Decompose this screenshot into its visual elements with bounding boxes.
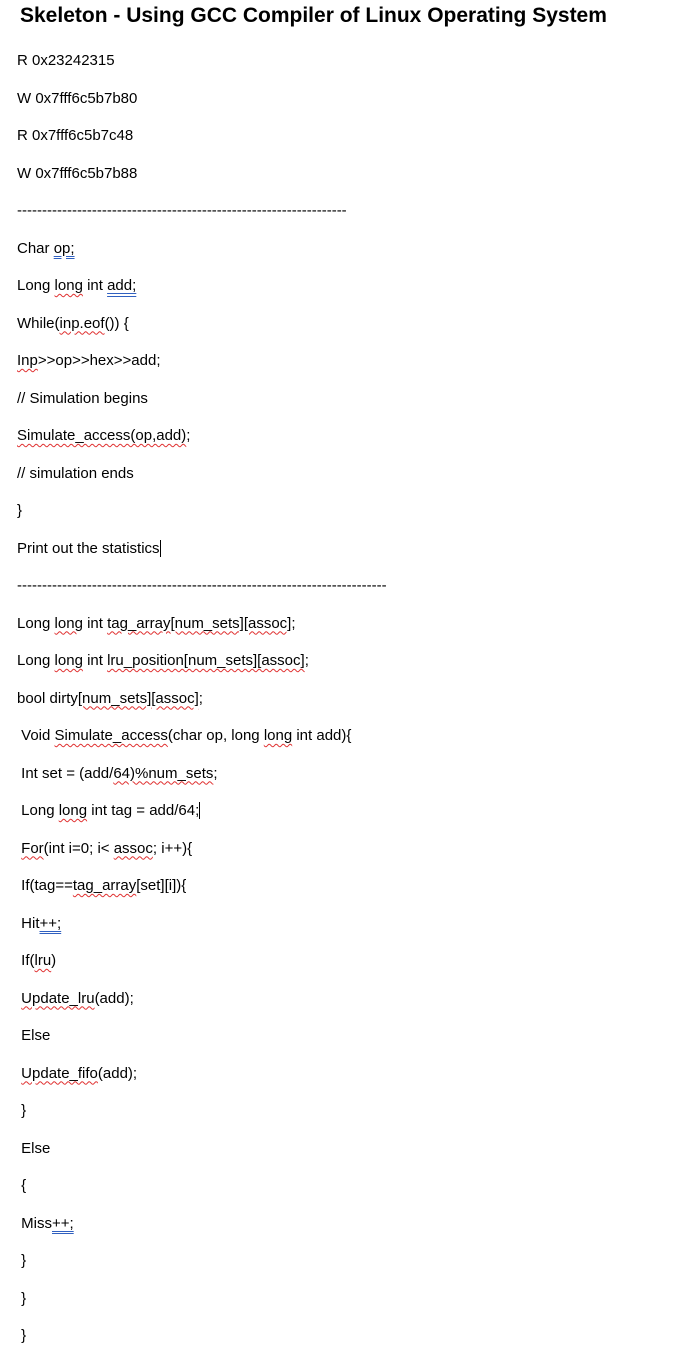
text-line <box>17 726 351 746</box>
text-run: Simulate_access(op,add) <box>17 427 187 444</box>
text-run: ++; <box>39 914 62 932</box>
text-run: ++; <box>52 1214 74 1232</box>
text-line <box>17 351 160 371</box>
text-run: (int i=0; i< <box>43 839 114 857</box>
text-run: tag_array <box>72 877 137 894</box>
text-run: ------------------------------------------------------------------ <box>17 202 347 219</box>
text-run: int add){ <box>292 727 352 744</box>
text-run: bool dirty <box>17 689 78 707</box>
text-run: [set][i]){ <box>136 877 187 894</box>
text-line <box>17 1251 26 1271</box>
text-line <box>17 389 148 409</box>
text-line <box>17 201 347 221</box>
text-run: } <box>17 1252 27 1269</box>
text-run: ) <box>51 952 57 969</box>
text-run: 64)%num_sets <box>113 764 214 782</box>
text-run: -------------------------------------------------------------------------- <box>17 577 387 594</box>
text-line <box>17 914 61 934</box>
text-run: long <box>263 727 293 744</box>
text-run: ; i++){ <box>152 839 193 857</box>
text-line <box>17 314 129 334</box>
text-run: Update_fifo <box>21 1064 98 1082</box>
text-run: R 0x7fff6c5b7c48 <box>17 127 134 144</box>
text-line <box>17 239 75 259</box>
text-run: (add); <box>97 1064 138 1082</box>
text-run: If(tag== <box>17 877 73 894</box>
text-line <box>17 1326 26 1346</box>
text-run: Char <box>17 239 54 257</box>
text-run: Void <box>17 727 55 744</box>
text-run: int tag = add/64; <box>87 802 200 819</box>
text-run: add; <box>107 277 137 294</box>
text-line <box>17 839 192 859</box>
text-line <box>17 1026 50 1046</box>
text-run: long <box>54 277 83 294</box>
text-run: Long <box>17 614 55 632</box>
text-line <box>17 651 309 671</box>
text-run: tag_array[num_sets][assoc] <box>107 614 292 632</box>
text-line <box>17 89 137 109</box>
text-line <box>17 1101 26 1121</box>
text-run: Hit <box>17 914 40 932</box>
text-run: ; <box>198 689 203 707</box>
text-run: // Simulation begins <box>17 389 148 407</box>
text-run: ()) { <box>104 314 129 332</box>
text-run: ; <box>291 614 296 632</box>
text-line <box>17 126 133 146</box>
text-line <box>17 51 115 71</box>
text-run: [num_sets][assoc] <box>77 689 199 707</box>
text-line <box>17 989 134 1009</box>
text-run: } <box>17 1327 27 1344</box>
text-run: lru_position[num_sets][assoc] <box>107 652 305 669</box>
text-run: If( <box>17 952 35 969</box>
text-run: int <box>82 277 108 294</box>
text-run: Else <box>17 1027 51 1044</box>
text-line <box>17 614 296 634</box>
text-run: Long <box>17 277 55 294</box>
text-run: Miss <box>17 1214 52 1232</box>
text-run: long <box>54 652 83 669</box>
text-run: assoc <box>113 839 153 857</box>
text-run: } <box>17 1289 27 1307</box>
text-run: W 0x7fff6c5b7b80 <box>17 89 138 107</box>
text-run: Simulate_access <box>54 727 168 744</box>
text-run: op; <box>53 239 75 257</box>
text-run: lru <box>34 952 52 969</box>
text-line <box>17 689 203 709</box>
text-run: ; <box>213 764 218 782</box>
text-line <box>17 464 134 484</box>
text-run: Else <box>17 1139 51 1157</box>
text-run: long <box>58 802 88 819</box>
text-line <box>17 801 200 821</box>
text-run: { <box>17 1177 27 1194</box>
text-line <box>17 1064 137 1084</box>
text-run: W 0x7fff6c5b7b88 <box>17 164 138 182</box>
text-line <box>17 539 161 559</box>
text-run: Inp <box>17 352 38 369</box>
text-run: Int set = (add/ <box>17 764 114 782</box>
text-run: (add); <box>94 989 134 1007</box>
text-line <box>17 501 22 521</box>
text-run: Update_lru <box>21 989 95 1007</box>
text-run: } <box>17 1102 27 1119</box>
text-line <box>17 1289 26 1309</box>
text-run: // simulation ends <box>17 464 134 482</box>
text-run: long <box>54 614 83 632</box>
text-line <box>17 1214 74 1234</box>
text-line <box>17 1176 26 1196</box>
text-line <box>17 276 136 296</box>
document-title: Skeleton - Using GCC Compiler of Linux Operating System <box>20 4 607 27</box>
text-run: R 0x23242315 <box>17 52 115 69</box>
text-run: >>op>>hex>>add; <box>37 352 161 369</box>
text-run: ; <box>304 652 309 669</box>
text-line <box>17 764 218 784</box>
text-run: (char op, long <box>167 727 264 744</box>
text-run: While( <box>17 314 60 332</box>
text-line <box>17 576 387 596</box>
text-line <box>17 1139 50 1159</box>
text-run: inp.eof <box>59 314 105 332</box>
text-run: Long <box>17 802 59 819</box>
text-line <box>17 876 186 896</box>
text-run: int <box>82 652 108 669</box>
text-line <box>17 951 56 971</box>
text-run: ; <box>186 427 191 444</box>
text-run: Long <box>17 652 55 669</box>
text-run: Print out the statistics <box>17 539 160 557</box>
text-run: } <box>17 502 23 519</box>
text-line <box>17 426 190 446</box>
text-run: For <box>21 839 44 857</box>
text-line <box>17 164 137 184</box>
text-run: int <box>82 614 108 632</box>
